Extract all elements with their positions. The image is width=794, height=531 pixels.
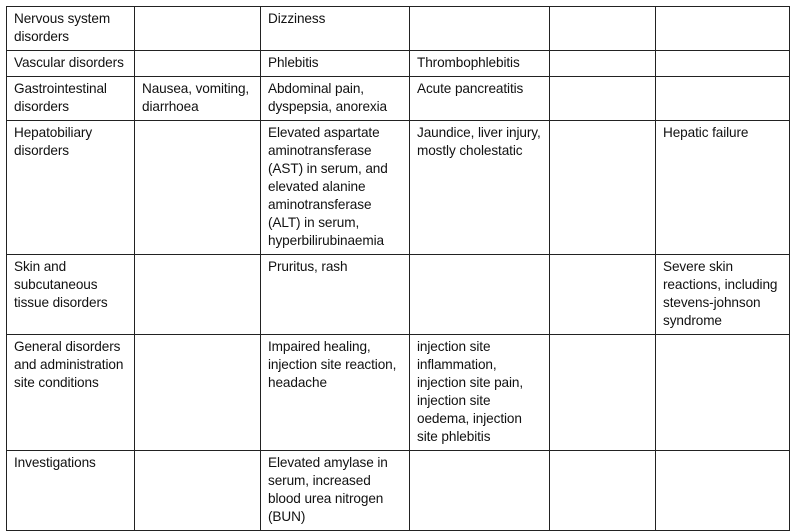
table-row-skin bbox=[7, 255, 790, 335]
cell-uncommon: Thrombophlebitis bbox=[410, 51, 550, 77]
cell-very-common bbox=[135, 51, 261, 77]
cell-system-organ-class: Gastrointestinal disorders bbox=[7, 77, 135, 121]
cell-very-common bbox=[135, 121, 261, 255]
cell-not-known bbox=[656, 51, 790, 77]
cell-very-common: Nausea, vomiting, diarrhoea bbox=[135, 77, 261, 121]
cell-not-known bbox=[656, 77, 790, 121]
cell-system-organ-class: Skin and subcutaneous tissue disorders bbox=[7, 255, 135, 335]
cell-uncommon bbox=[410, 255, 550, 335]
cell-uncommon bbox=[410, 7, 550, 51]
cell-system-organ-class: General disorders and administration site conditions bbox=[7, 335, 135, 451]
cell-rare bbox=[550, 121, 656, 255]
cell-very-common bbox=[135, 451, 261, 531]
cell-not-known: Severe skin reactions, including stevens-johnson syndrome bbox=[656, 255, 790, 335]
cell-system-organ-class: Vascular disorders bbox=[7, 51, 135, 77]
cell-uncommon: Acute pancreatitis bbox=[410, 77, 550, 121]
cell-not-known bbox=[656, 451, 790, 531]
cell-very-common bbox=[135, 7, 261, 51]
cell-system-organ-class: Investigations bbox=[7, 451, 135, 531]
cell-common: Elevated aspartate aminotransferase (AST) in serum, and elevated alanine aminotransferase (ALT) in serum, hyperbilirubinaemia bbox=[261, 121, 410, 255]
cell-very-common bbox=[135, 255, 261, 335]
cell-not-known bbox=[656, 7, 790, 51]
cell-very-common bbox=[135, 335, 261, 451]
adverse-reactions-table-container bbox=[6, 6, 790, 531]
cell-uncommon: Jaundice, liver injury, mostly cholestatic bbox=[410, 121, 550, 255]
adverse-reactions-table bbox=[6, 6, 790, 531]
table-row-hepatobiliary bbox=[7, 121, 790, 255]
cell-system-organ-class: Nervous system disorders bbox=[7, 7, 135, 51]
cell-common: Pruritus, rash bbox=[261, 255, 410, 335]
table-row-investigations bbox=[7, 451, 790, 531]
cell-rare bbox=[550, 255, 656, 335]
cell-rare bbox=[550, 7, 656, 51]
table-row-vascular bbox=[7, 51, 790, 77]
cell-common: Elevated amylase in serum, increased blood urea nitrogen (BUN) bbox=[261, 451, 410, 531]
cell-system-organ-class: Hepatobiliary disorders bbox=[7, 121, 135, 255]
table-row-gastrointestinal bbox=[7, 77, 790, 121]
table-row-nervous-system bbox=[7, 7, 790, 51]
cell-rare bbox=[550, 51, 656, 77]
cell-rare bbox=[550, 77, 656, 121]
table-row-general bbox=[7, 335, 790, 451]
cell-common: Abdominal pain, dyspepsia, anorexia bbox=[261, 77, 410, 121]
cell-not-known bbox=[656, 335, 790, 451]
cell-rare bbox=[550, 335, 656, 451]
cell-uncommon: injection site inflammation, injection site pain, injection site oedema, injection site phlebitis bbox=[410, 335, 550, 451]
cell-common: Impaired healing, injection site reaction, headache bbox=[261, 335, 410, 451]
cell-common: Dizziness bbox=[261, 7, 410, 51]
cell-common: Phlebitis bbox=[261, 51, 410, 77]
cell-not-known: Hepatic failure bbox=[656, 121, 790, 255]
cell-rare bbox=[550, 451, 656, 531]
cell-uncommon bbox=[410, 451, 550, 531]
